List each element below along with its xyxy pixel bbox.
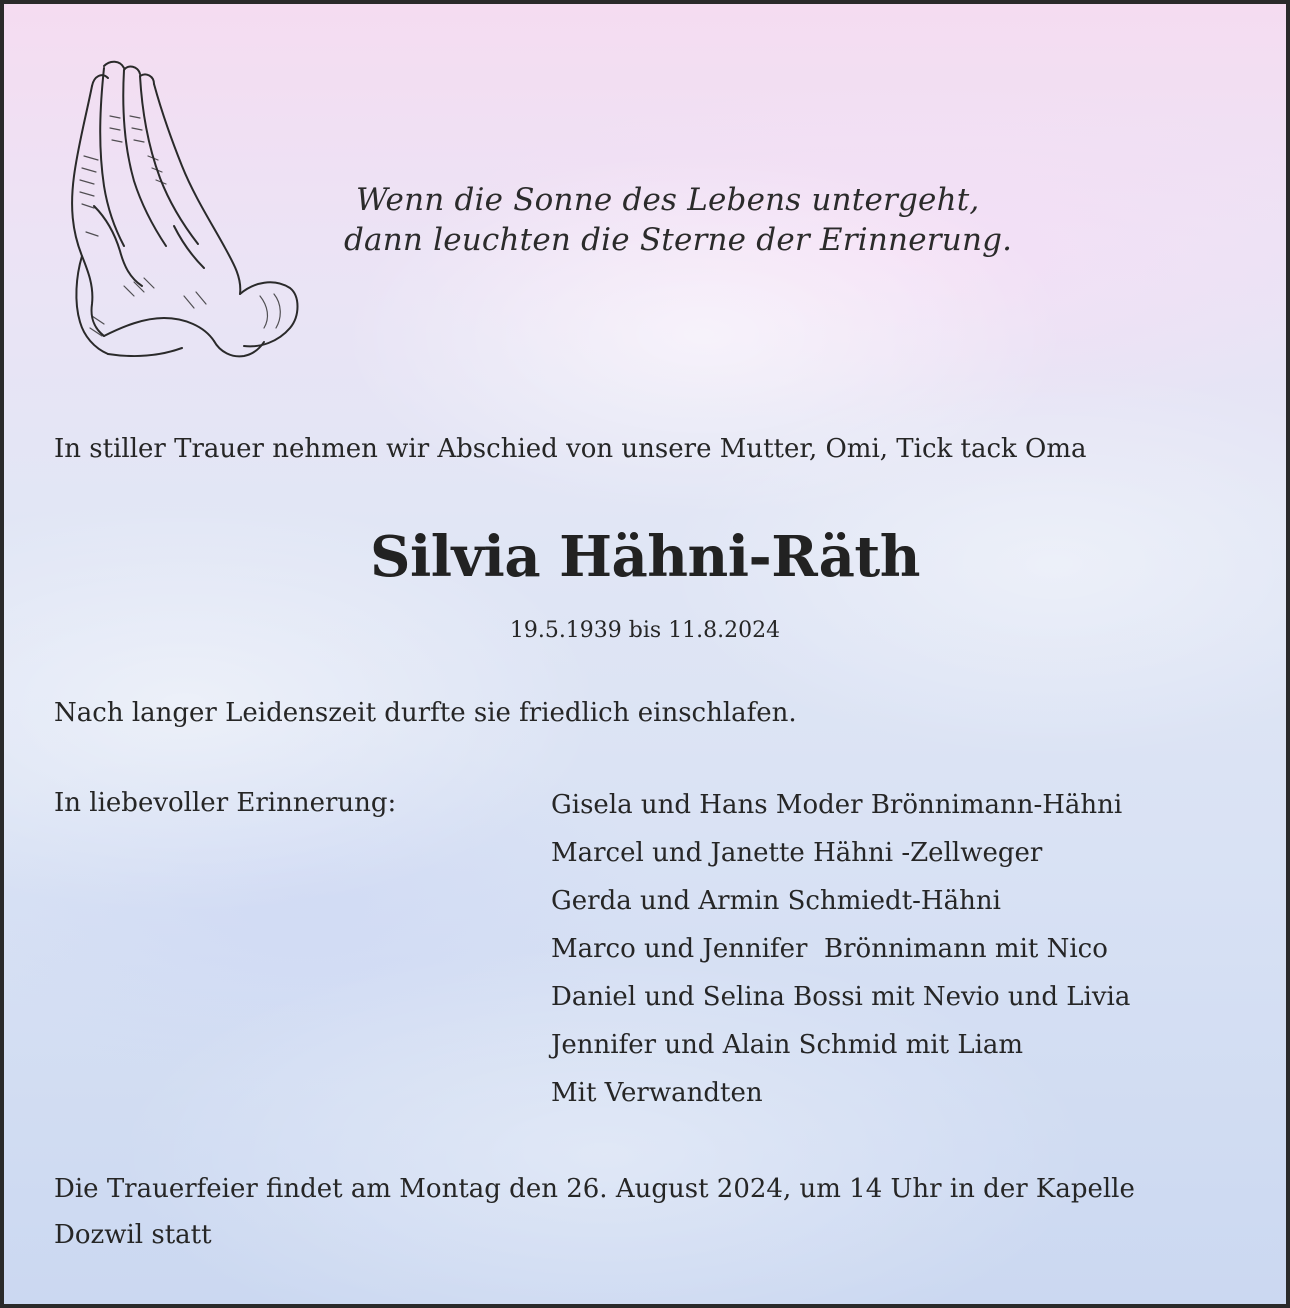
mourner-item: Jennifer und Alain Schmid mit Liam — [551, 1030, 1024, 1060]
quote-line-1: Wenn die Sonne des Lebens untergeht, — [356, 182, 980, 218]
memory-label: In liebevoller Erinnerung: — [54, 788, 397, 818]
intro-text: In stiller Trauer nehmen wir Abschied von unsere Mutter, Omi, Tick tack Oma — [54, 434, 1087, 464]
life-dates: 19.5.1939 bis 11.8.2024 — [509, 618, 781, 643]
mourner-item: Gerda und Armin Schmiedt-Hähni — [551, 886, 1001, 916]
memorial-quote — [344, 180, 1144, 260]
mourner-item: Marcel und Janette Hähni -Zellweger — [551, 838, 1043, 868]
funeral-service-info — [54, 1166, 1234, 1258]
service-line-2: Dozwil statt — [54, 1220, 212, 1250]
mourners-list — [551, 788, 1130, 1124]
peace-text: Nach langer Leidenszeit durfte sie friedlich einschlafen. — [54, 698, 797, 728]
mourner-item: Mit Verwandten — [551, 1078, 763, 1108]
service-line-1: Die Trauerfeier findet am Montag den 26. August 2024, um 14 Uhr in der Kapelle — [54, 1174, 1135, 1204]
mourner-item: Daniel und Selina Bossi mit Nevio und Livia — [551, 982, 1131, 1012]
mourner-item: Marco und Jennifer Brönnimann mit Nico — [551, 934, 1108, 964]
obituary-page — [4, 4, 1286, 1304]
quote-line-2: dann leuchten die Sterne der Erinnerung. — [344, 222, 1013, 258]
deceased-name: Silvia Hähni-Räth — [370, 524, 920, 590]
praying-hands-icon — [64, 56, 304, 362]
mourner-item: Gisela und Hans Moder Brönnimann-Hähni — [551, 790, 1123, 820]
